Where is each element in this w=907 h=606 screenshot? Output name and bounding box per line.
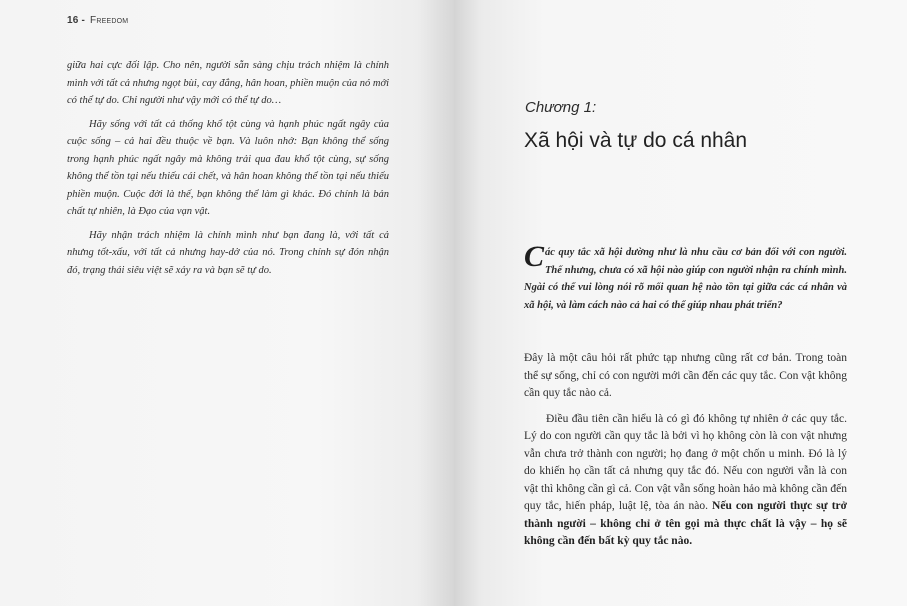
chapter-title: Xã hội và tự do cá nhân xyxy=(524,129,748,152)
running-head-separator: - xyxy=(81,15,86,26)
body-paragraph-2 xyxy=(524,411,847,551)
drop-cap: C xyxy=(524,240,545,273)
chapter-body-text xyxy=(524,350,847,559)
running-head xyxy=(67,15,128,26)
left-paragraph-3: Hãy nhận trách nhiệm là chính mình như bạn đang là, với tất cả nhưng tốt-xấu, với tất cả nhưng hay-dở của nó. Trong chính sự đón nhận đó, trạng thái siêu việt sẽ xảy ra và bạn sẽ tự do. xyxy=(67,229,389,276)
chapter-intro-question xyxy=(524,240,847,314)
running-head-title: Freedom xyxy=(90,15,129,26)
body-paragraph-2-emphasis: Nếu con người thực sự trở thành người – không chỉ ở tên gọi mà thực chất là vậy – họ sẽ không cần đến bất kỳ quy tắc nào. xyxy=(524,500,847,547)
left-paragraph-1: giữa hai cực đối lập. Cho nên, người sẵn sàng chịu trách nhiệm là chính mình với tất cả nhưng ngọt bùi, cay đắng, hân hoan, phiền muộn của nó mới có thể tự do. Chỉ người như vậy mới có thể tự do… xyxy=(67,60,389,106)
body-paragraph-1: Đây là một câu hỏi rất phức tạp nhưng cũng rất cơ bản. Trong toàn thể sự sống, chỉ có con người mới cần đến các quy tắc. Con vật không cần quy tắc nào cả. xyxy=(524,352,847,399)
page-number: 16 xyxy=(67,15,79,26)
left-paragraph-2: Hãy sống với tất cả thống khổ tột cùng và hạnh phúc ngất ngây của cuộc sống – cả hai đều thuộc về bạn. Và luôn nhớ: Bạn không thể sống trong hạnh phúc ngất ngây mà không trải qua đau khổ tột cùng, sự sống không thể tồn tại nếu thiếu cái chết, và hân hoan không thể tồn tại nếu thiếu phiền muộn. Cuộc đời là thế, bạn không thể làm gì khác. Đó chính là bản chất tự nhiên, là Đạo của vạn vật. xyxy=(67,118,389,217)
left-page-text xyxy=(67,57,389,285)
chapter-label: Chương 1: xyxy=(525,99,597,116)
body-paragraph-2-text: Điều đầu tiên cần hiểu là có gì đó không tự nhiên ở các quy tắc. Lý do con người cần quy tắc là bởi vì họ không còn là con vật nhưng vẫn chưa trở thành con người; họ đang ở một chốn u minh. Đó là lý do khiến họ cần tất cả nhưng quy tắc đó. Nếu con người vẫn là con vật thì không cần gì cả. Con vật vẫn sống hoàn hảo mà không cần đến quy tắc, hiến pháp, luật lệ, tòa án nào. xyxy=(524,412,847,512)
intro-text: ác quy tắc xã hội dường như là nhu cầu cơ bản đối với con người. Thế nhưng, chưa có xã hội nào giúp con người nhận ra chính mình. Ngài có thể vui lòng nói rõ mối quan hệ nào tồn tại giữa các cá nhân và xã hội, và làm cách nào cả hai có thể giúp nhau phát triển? xyxy=(524,247,847,311)
